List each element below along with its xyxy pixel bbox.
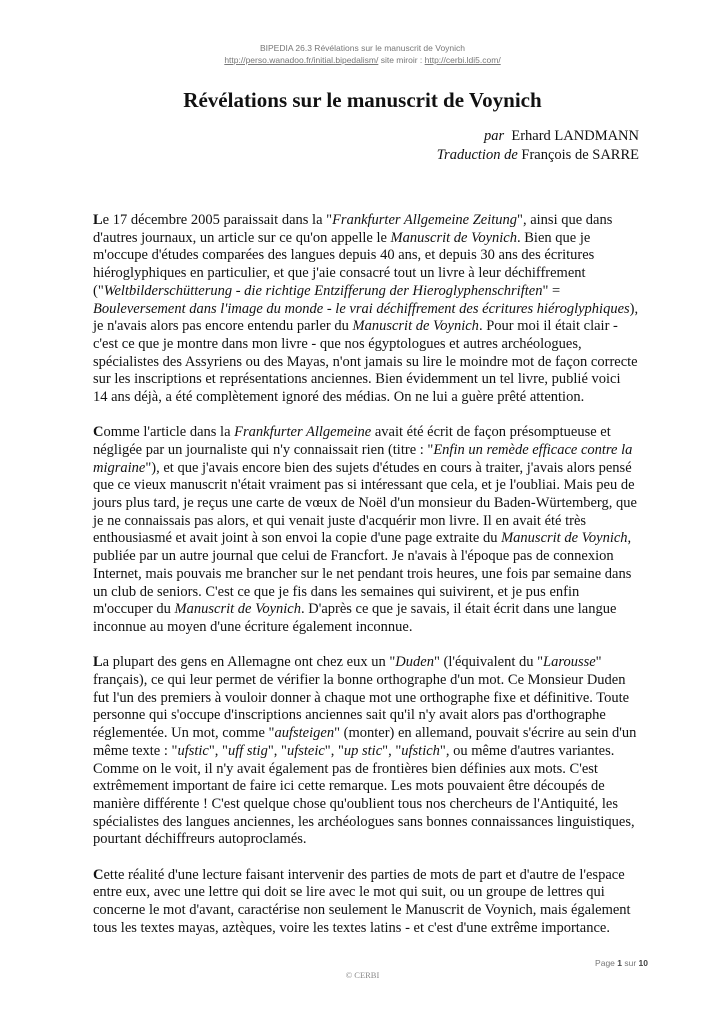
text-run: " (l'équivalent du ": [433, 654, 544, 671]
bipedia-link[interactable]: http://perso.wanadoo.fr/initial.bipedalism/: [224, 55, 379, 65]
text-line: personne qui s'occupe d'inscriptions anciennes sait qu'il n'y avait alors pas d'orthographe: [93, 707, 606, 724]
text-run: d'autres journaux, un article sur ce qu'on appelle le: [93, 229, 391, 246]
text-run: ", ": [324, 742, 344, 759]
text-line: [87, 442, 648, 460]
paragraph-3: [87, 654, 648, 849]
italic-run: Frankfurter Allgemeine Zeitung: [332, 212, 518, 228]
text-line: [87, 867, 648, 885]
text-line: [87, 743, 648, 761]
initial-letter: L: [93, 654, 103, 671]
text-run: ", ": [208, 742, 228, 759]
paragraph-2: [87, 424, 648, 636]
text-run: ", ": [382, 742, 402, 759]
italic-run: Manuscrit de Voynich: [390, 229, 517, 246]
text-line: [87, 530, 648, 548]
text-line: concerne le mot d'avant, caractérise non seulement le Manuscrit de Voynich, mais également: [93, 902, 631, 918]
text-line: spécialistes des langues anciennes, les archéologues sans bonnes connaissances linguistiques,: [93, 813, 635, 830]
text-run: négligée par un journaliste qui n'y connaissait rien (titre : ": [93, 441, 434, 458]
text-line: [87, 318, 648, 336]
running-header: BIPEDIA 26.3 Révélations sur le manuscrit de Voynich: [259, 43, 466, 53]
text-run: (": [93, 282, 104, 299]
text-run: ,: [627, 530, 632, 547]
text-run: " (monter) en allemand, pouvait s'écrire au sein d'un: [334, 725, 637, 742]
header-links: [0, 55, 725, 65]
text-run: même texte : ": [93, 742, 178, 759]
italic-run: aufsteigen: [274, 725, 335, 742]
article-body: [87, 212, 648, 955]
text-line: sur les inscriptions et représentations anciennes. Bien évidemment un tel livre, publié voici: [93, 371, 621, 388]
text-line: extrêmement important de faire ici cette remarque. Les mots pouvaient être découpés de: [93, 778, 605, 795]
initial-letter: C: [93, 866, 104, 883]
text-run: ),: [629, 300, 639, 317]
text-run: ette réalité d'une lecture faisant intervenir des parties de mots de part et d'autre de l'espace: [103, 866, 625, 883]
paragraph-1: [87, 212, 648, 407]
text-line: publiée par un autre journal que celui de Francfort. Je n'avais à l'époque pas de connexion: [93, 548, 614, 565]
text-line: [87, 230, 648, 248]
text-line: français), ce qui leur permet de vérifier la bonne orthographe d'un mot. Ce Monsieur Duden: [93, 672, 626, 689]
author-name: Erhard LANDMANN: [511, 128, 639, 144]
text-line: hiéroglyphiques en particulier, et que j'aie consacré tout un livre à leur déchiffrement: [93, 265, 586, 282]
current-page: 1: [617, 958, 622, 968]
par-label: par: [483, 128, 505, 144]
text-run: ": [595, 654, 602, 671]
text-run: . Bien que je: [517, 229, 591, 246]
author-line: [484, 128, 639, 145]
italic-run: Manuscrit de Voynich: [352, 318, 479, 335]
text-run: a plupart des gens en Allemagne ont chez eux un ": [102, 654, 396, 671]
text-line: 14 ans déjà, a été complètement ignoré des médias. On ne lui a guère prêté attention.: [93, 389, 585, 406]
text-line: jours plus tard, je reçus une carte de vœux de Noël d'un monsieur du Baden-Würtemberg, que: [93, 495, 637, 512]
of-word: sur: [622, 958, 639, 968]
text-line: pourtant déchiffreurs autoproclamés.: [93, 831, 307, 848]
text-line: entre eux, avec une lettre qui doit se lire avec le mot qui suit, ou un groupe de lettres qui: [93, 884, 605, 901]
cerbi-link[interactable]: http://cerbi.ldi5.com/: [424, 55, 501, 65]
translator-name: François de SARRE: [521, 147, 639, 163]
initial-letter: C: [93, 424, 104, 441]
text-line: inconnue au moyen d'une écriture également inconnue.: [93, 618, 413, 635]
italic-run: Larousse: [543, 654, 596, 671]
text-line: fut l'un des premiers à vouloir donner à chaque mot une orthographe fixe et définitive. Toute: [93, 689, 630, 706]
italic-run: up stic: [343, 742, 383, 759]
text-line: c'est ce que je montre dans mon livre - que nos égyptologues et autres archéologues,: [93, 335, 582, 352]
page-title: Révélations sur le manuscrit de Voynich: [183, 88, 542, 112]
text-line: que ce vieux manuscrit n'était vraiment pas si intéressant que cela, et je l'oubliai. Mais peu de: [93, 477, 635, 494]
text-line: [87, 601, 648, 619]
text-line: [87, 424, 648, 442]
italic-run: uff stig: [227, 742, 268, 759]
text-line: [87, 725, 648, 743]
text-line: un club de seniors. C'est ce que je fis dans les semaines qui suivirent, et je pus enfin: [93, 583, 580, 600]
translation-label: Traduction de: [436, 147, 518, 163]
italic-run: Manuscrit de Voynich: [174, 601, 301, 618]
text-run: ", ou même d'autres variantes.: [439, 742, 615, 759]
italic-run: Weltbilderschütterung - die richtige Entzifferung der Hieroglyphenschriften: [103, 282, 543, 299]
text-line: [87, 283, 648, 301]
text-run: enthousiasmé et avait joint à son envoi la copie d'une page extraite du: [93, 530, 502, 547]
text-run: . Pour moi il était clair -: [478, 318, 618, 335]
text-run: réglementée. Un mot, comme ": [93, 725, 275, 742]
copyright: © CERBI: [345, 970, 380, 980]
text-run: ", ": [267, 742, 287, 759]
page-word: Page: [595, 958, 618, 968]
mirror-label: site miroir :: [378, 55, 425, 65]
italic-run: ufsteic: [286, 742, 325, 759]
text-run: je n'avais alors pas encore entendu parler du: [93, 318, 353, 335]
text-run: . D'après ce que je savais, il était écrit dans une langue: [300, 601, 617, 618]
text-line: je ne connaissais pas alors, et qui venait juste d'acquérir mon livre. Il en avait été très: [93, 512, 587, 529]
text-run: m'occuper du: [93, 601, 175, 618]
text-line: [87, 212, 648, 230]
text-line: manière différente ! C'est quelque chose qu'oublient tous nos chercheurs de l'Antiquité, les: [93, 795, 618, 812]
text-run: omme l'article dans la: [103, 424, 235, 441]
italic-run: ufstich: [401, 742, 440, 759]
page-number: [595, 958, 648, 968]
italic-run: Bouleversement dans l'image du monde - le vrai déchiffrement des écritures hiéroglyphiques: [93, 300, 630, 317]
text-run: e 17 décembre 2005 paraissait dans la ": [102, 212, 333, 228]
total-pages: 10: [638, 958, 648, 968]
text-line: m'occupe d'études comparées des langues depuis 40 ans, et depuis 30 ans des écritures: [93, 247, 595, 264]
text-line: Internet, mais pouvais me brancher sur le net pendant trois heures, une fois par semaine dans: [93, 565, 632, 582]
paragraph-4: [87, 867, 648, 938]
text-line: Comme on le voit, il n'y avait également pas de frontières bien définies aux mots. C'est: [93, 760, 598, 777]
text-run: "), et que j'avais encore bien des sujets d'études en cours à traiter, j'avais alors pensé: [145, 459, 632, 476]
text-line: [87, 301, 648, 319]
italic-run: Frankfurter Allgemeine: [234, 424, 372, 441]
text-line: [87, 654, 648, 672]
italic-run: Manuscrit de Voynich: [501, 530, 628, 547]
italic-run: migraine: [93, 459, 146, 476]
translator-line: [437, 147, 639, 164]
text-line: spécialistes des Assyriens ou des Mayas, n'ont jamais su lire le moindre mot de façon correcte: [93, 353, 638, 370]
text-run: ", ainsi que dans: [517, 212, 613, 228]
text-line: [87, 460, 648, 478]
initial-letter: L: [93, 212, 103, 228]
text-run: avait été écrit de façon présomptueuse et: [371, 424, 611, 441]
italic-run: Enfin un remède efficace contre la: [433, 441, 633, 458]
text-run: " =: [542, 282, 561, 299]
italic-run: Duden: [395, 654, 434, 671]
italic-run: ufstic: [177, 742, 209, 759]
text-line: tous les textes mayas, aztèques, voire les textes latins - et c'est d'une extrême importance.: [93, 919, 610, 936]
